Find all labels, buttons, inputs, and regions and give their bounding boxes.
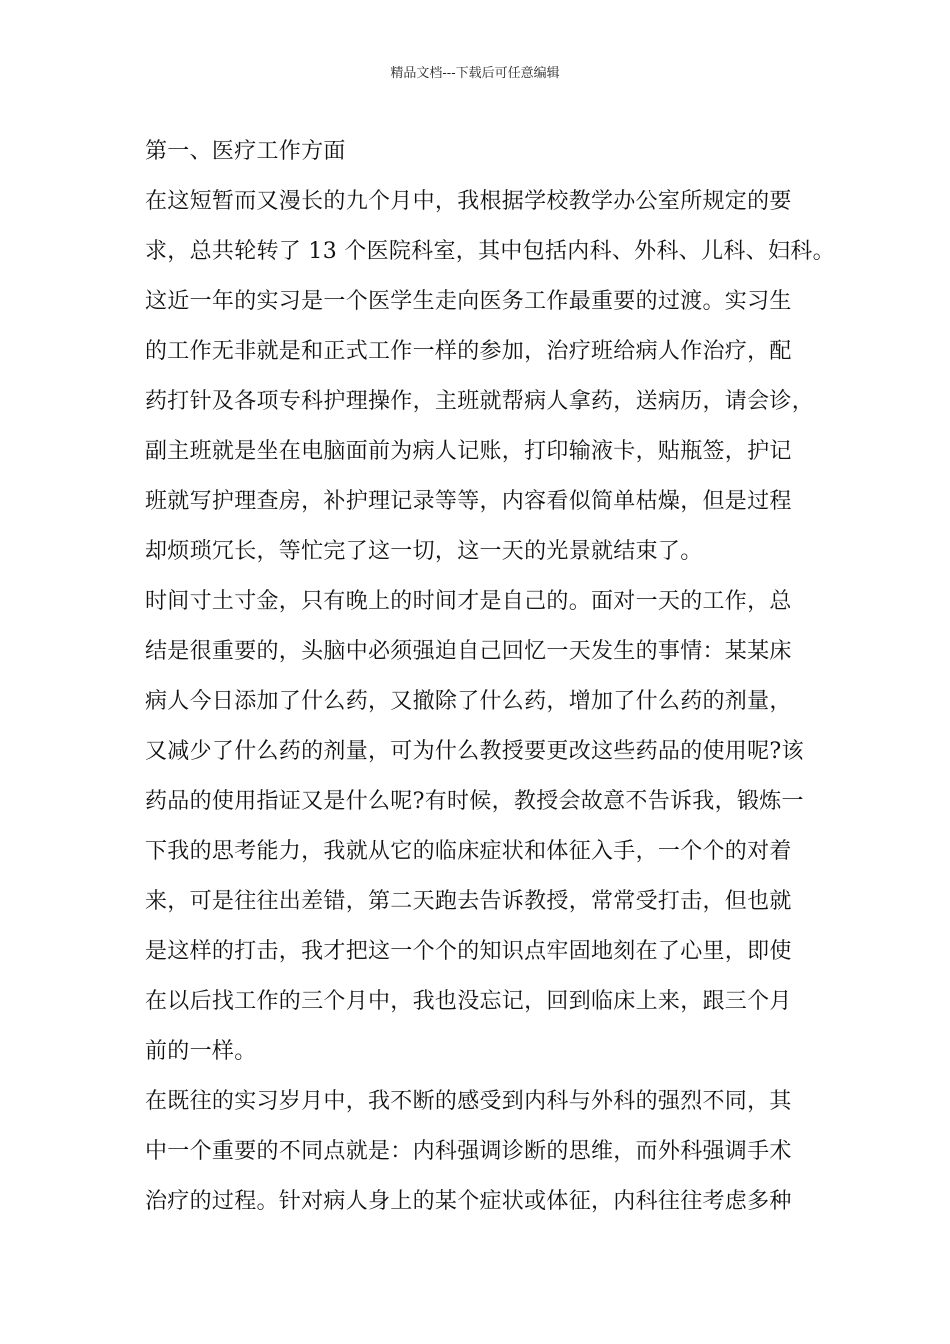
text-line: 下我的思考能力，我就从它的临床症状和体征入手，一个个的对着 [145,839,792,864]
text-line: 是这样的打击，我才把这一个个的知识点牢固地刻在了心里，即使 [145,939,792,964]
text-line: 治疗的过程。针对病人身上的某个症状或体征，内科往往考虑多种 [145,1189,792,1214]
text-line: 在以后找工作的三个月中，我也没忘记，回到临床上来，跟三个月 [145,989,792,1014]
text-line: 却烦琐冗长，等忙完了这一切，这一天的光景就结束了。 [145,539,703,564]
text-line: 结是很重要的，头脑中必须强迫自己回忆一天发生的事情：某某床 [145,639,792,664]
section-heading: 第一、医疗工作方面 [145,139,346,164]
text-line: 药品的使用指证又是什么呢?有时候，教授会故意不告诉我，锻炼一 [145,789,804,814]
text-line: 的工作无非就是和正式工作一样的参加，治疗班给病人作治疗，配 [145,339,792,364]
text-line: 又减少了什么药的剂量，可为什么教授要更改这些药品的使用呢?该 [145,739,804,764]
text-line: 药打针及各项专科护理操作，主班就帮病人拿药，送病历，请会诊， [145,389,815,414]
document-body [145,127,835,1227]
text-line: 前的一样。 [145,1039,257,1064]
page-header: 精品文档---下载后可任意编辑 [390,66,560,81]
text-line: 中一个重要的不同点就是：内科强调诊断的思维，而外科强调手术 [145,1139,792,1164]
text-line: 副主班就是坐在电脑面前为病人记账，打印输液卡，贴瓶签，护记 [145,439,792,464]
text-line: 病人今日添加了什么药，又撤除了什么药，增加了什么药的剂量， [145,689,792,714]
text-line: 班就写护理查房，补护理记录等等，内容看似简单枯燥，但是过程 [145,489,792,514]
text-line: 在这短暂而又漫长的九个月中，我根据学校教学办公室所规定的要 [145,189,792,214]
text-line: 在既往的实习岁月中，我不断的感受到内科与外科的强烈不同，其 [145,1089,792,1114]
text-line: 求，总共轮转了 13 个医院科室，其中包括内科、外科、儿科、妇科。 [145,239,835,264]
text-line: 来，可是往往出差错，第二天跑去告诉教授，常常受打击，但也就 [145,889,792,914]
text-line: 这近一年的实习是一个医学生走向医务工作最重要的过渡。实习生 [145,289,792,314]
text-line: 时间寸土寸金，只有晚上的时间才是自己的。面对一天的工作，总 [145,589,792,614]
